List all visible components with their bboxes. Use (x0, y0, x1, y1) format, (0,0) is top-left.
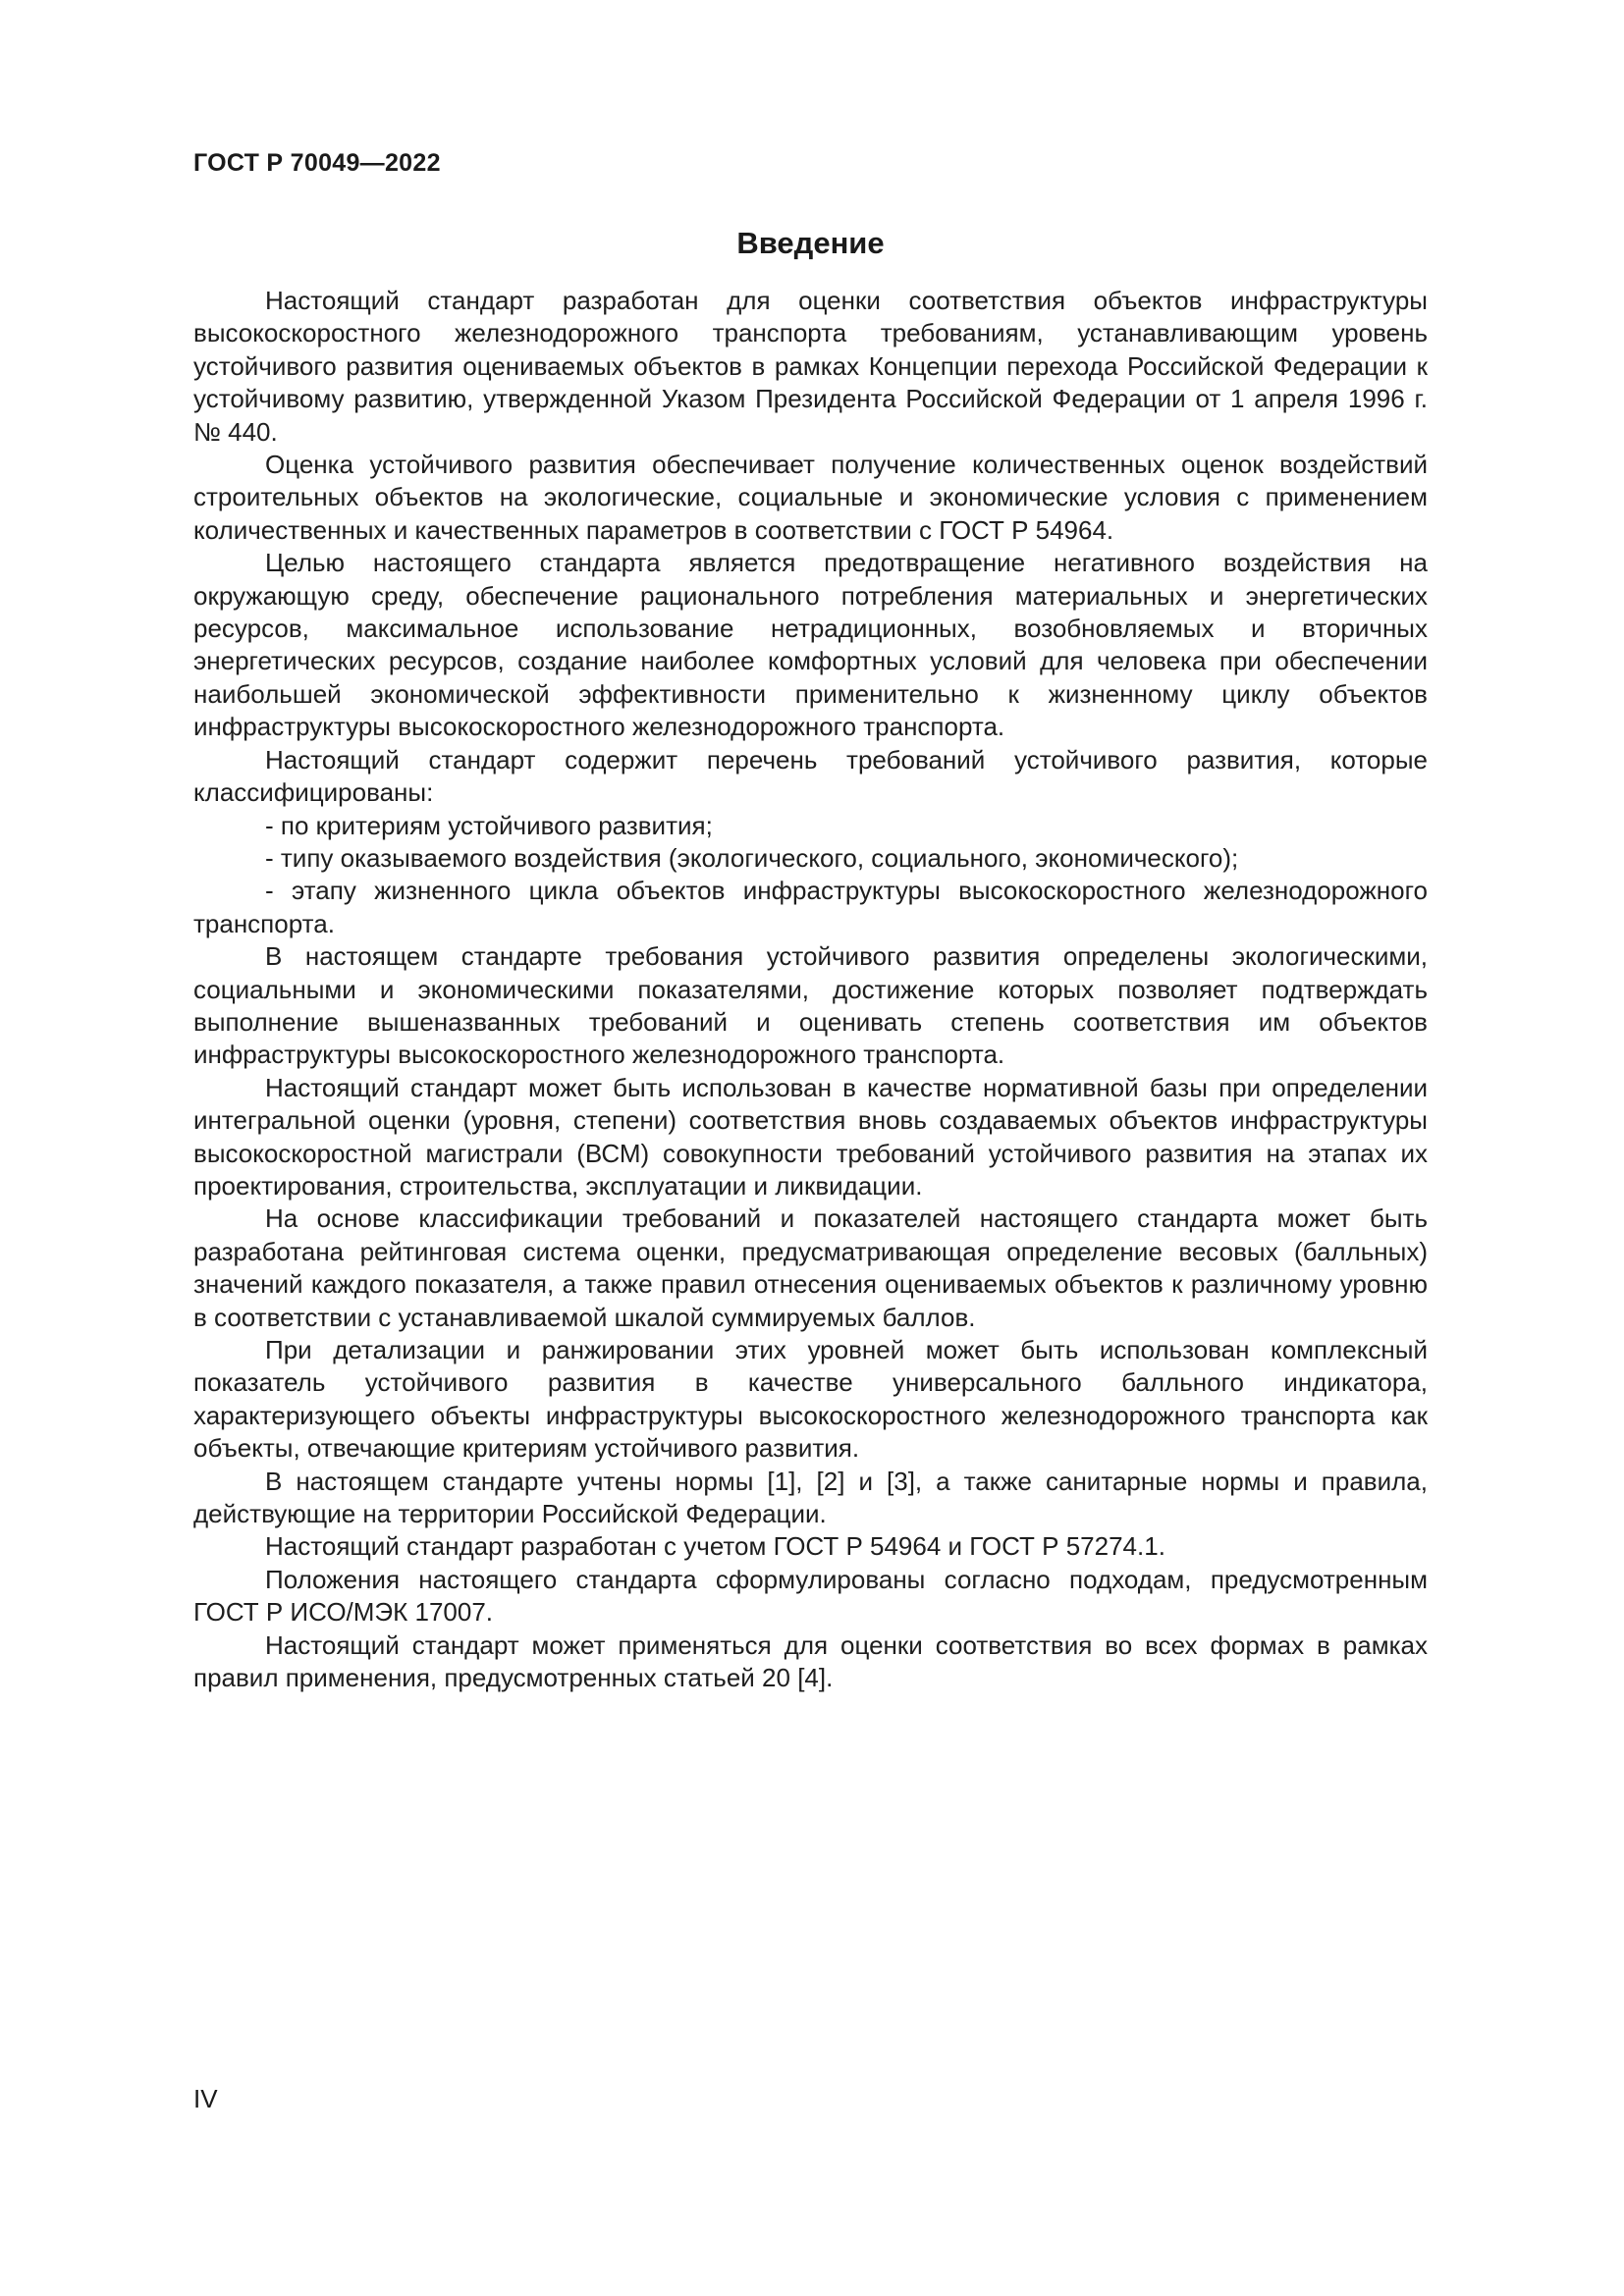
paragraph: Настоящий стандарт содержит перечень требований устойчивого развития, которые классифицированы: (193, 744, 1428, 808)
paragraph: Оценка устойчивого развития обеспечивает получение количественных оценок воздействий строительных объектов на экологические, социальные и экономические условия с применением количественных и качественных параметров в соответствии с ГОСТ Р 54964. (193, 450, 1428, 545)
page-number: IV (193, 2084, 218, 2113)
paragraph: В настоящем стандарте требования устойчивого развития определены экологическими, социальными и экономическими показателями, достижение которых позволяет подтверждать выполнение вышеназванных требований и оценивать степень соответствия им объектов инфраструктуры высокоскоростного железнодорожного транспорта. (193, 941, 1428, 1070)
paragraph: При детализации и ранжировании этих уровней может быть использован комплексный показатель устойчивого развития в качестве универсального балльного индикатора, характеризующего объекты инфраструктуры высокоскоростного железнодорожного транспорта как объекты, отвечающие критериям устойчивого развития. (193, 1335, 1428, 1464)
section-title: Введение (736, 226, 885, 260)
paragraph: На основе классификации требований и показателей настоящего стандарта может быть разработана рейтинговая система оценки, предусматривающая определение весовых (балльных) значений каждого показателя, а также правил отнесения оцениваемых объектов к различному уровню в соответствии с устанавливаемой шкалой суммируемых баллов. (193, 1203, 1428, 1332)
list-item: - по критериям устойчивого развития; (265, 810, 713, 840)
list-item: - этапу жизненного цикла объектов инфраструктуры высокоскоростного железнодорожного транспорта. (193, 876, 1428, 938)
paragraph: Положения настоящего стандарта сформулированы согласно подходам, предусмотренным ГОСТ Р ИСО/МЭК 17007. (193, 1564, 1428, 1628)
paragraph: В настоящем стандарте учтены нормы [1], [2] и [3], а также санитарные нормы и правила, действующие на территории Российской Федерации. (193, 1466, 1428, 1529)
paragraph: Настоящий стандарт может быть использован в качестве нормативной базы при определении интегральной оценки (уровня, степени) соответствия вновь создаваемых объектов инфраструктуры высокоскоростной магистрали (ВСМ) совокупности требований устойчивого развития на этапах их проектирования, строительства, эксплуатации и ликвидации. (193, 1072, 1428, 1201)
paragraph: Настоящий стандарт может применяться для оценки соответствия во всех формах в рамках правил применения, предусмотренных статьей 20 [4]. (193, 1629, 1428, 1693)
document-header: ГОСТ Р 70049—2022 (193, 149, 441, 177)
list-item: - типу оказываемого воздействия (экологического, социального, экономического); (265, 842, 1239, 873)
body-text (193, 285, 1428, 1694)
paragraph: Настоящий стандарт разработан с учетом ГОСТ Р 54964 и ГОСТ Р 57274.1. (265, 1531, 1165, 1562)
paragraph: Настоящий стандарт разработан для оценки соответствия объектов инфраструктуры высокоскоростного железнодорожного транспорта требованиям, устанавливающим уровень устойчивого развития оцениваемых объектов в рамках Концепции перехода Российской Федерации к устойчивому развитию, утвержденной Указом Президента Российской Федерации от 1 апреля 1996 г. № 440. (193, 286, 1428, 447)
paragraph: Целью настоящего стандарта является предотвращение негативного воздействия на окружающую среду, обеспечение рационального потребления материальных и энергетических ресурсов, максимальное использование нетрадиционных, возобновляемых и вторичных энергетических ресурсов, создание наиболее комфортных условий для человека при обеспечении наибольшей экономической эффективности применительно к жизненному циклу объектов инфраструктуры высокоскоростного железнодорожного транспорта. (193, 548, 1428, 742)
